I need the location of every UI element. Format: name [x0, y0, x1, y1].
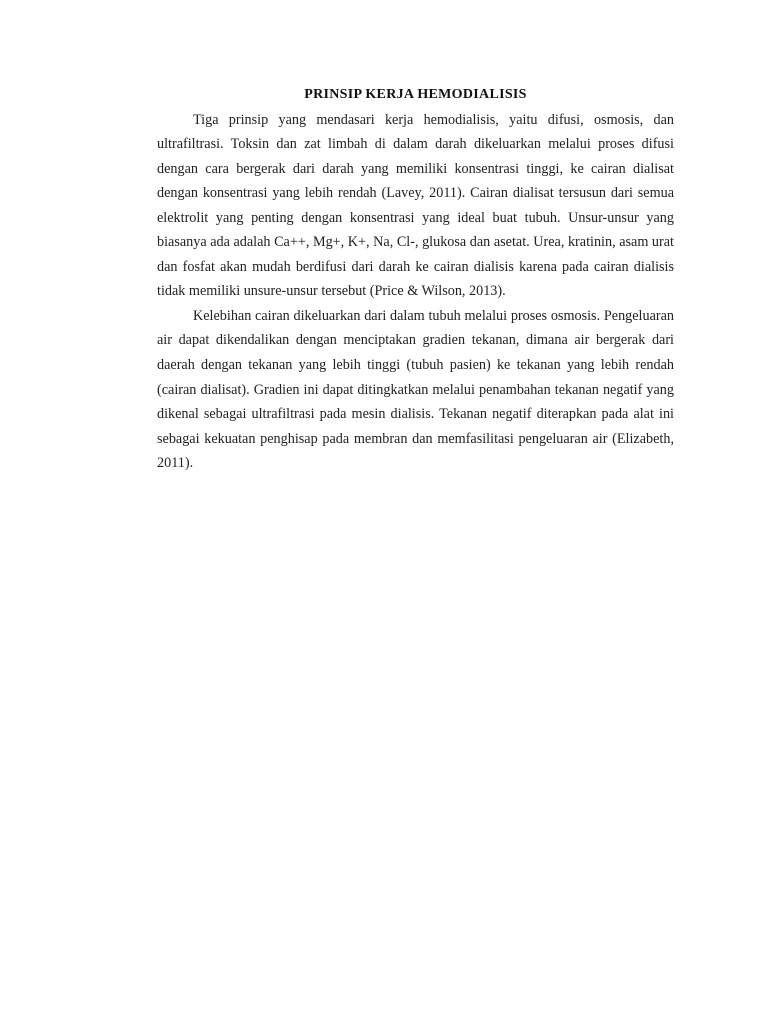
document-body — [157, 83, 674, 476]
paragraph-principles: Tiga prinsip yang mendasari kerja hemodialisis, yaitu difusi, osmosis, dan ultrafiltrasi. Toksin dan zat limbah di dalam darah dikeluarkan melalui proses difusi dengan cara bergerak dari darah yang memiliki konsentrasi tinggi, ke cairan dialisat dengan konsentrasi yang lebih rendah (Lavey, 2011). Cairan dialisat tersusun dari semua elektrolit yang penting dengan konsentrasi yang ideal buat tubuh. Unsur-unsur yang biasanya ada adalah Ca++, Mg+, K+, Na, Cl-, glukosa dan asetat. Urea, kratinin, asam urat dan fosfat akan mudah berdifusi dari darah ke cairan dialisis karena pada cairan dialisis tidak memiliki unsure-unsur tersebut (Price & Wilson, 2013). — [157, 111, 674, 300]
document-title: PRINSIP KERJA HEMODIALISIS — [304, 87, 527, 102]
paragraph-osmosis: Kelebihan cairan dikeluarkan dari dalam tubuh melalui proses osmosis. Pengeluaran air dapat dikendalikan dengan menciptakan gradien tekanan, dimana air bergerak dari daerah dengan tekanan yang lebih tinggi (tubuh pasien) ke tekanan yang lebih rendah (cairan dialisat). Gradien ini dapat ditingkatkan melalui penambahan tekanan negatif yang dikenal sebagai ultrafiltrasi pada mesin dialisis. Tekanan negatif diterapkan pada alat ini sebagai kekuatan penghisap pada membran dan memfasilitasi pengeluaran air (Elizabeth, 2011). — [157, 307, 674, 472]
